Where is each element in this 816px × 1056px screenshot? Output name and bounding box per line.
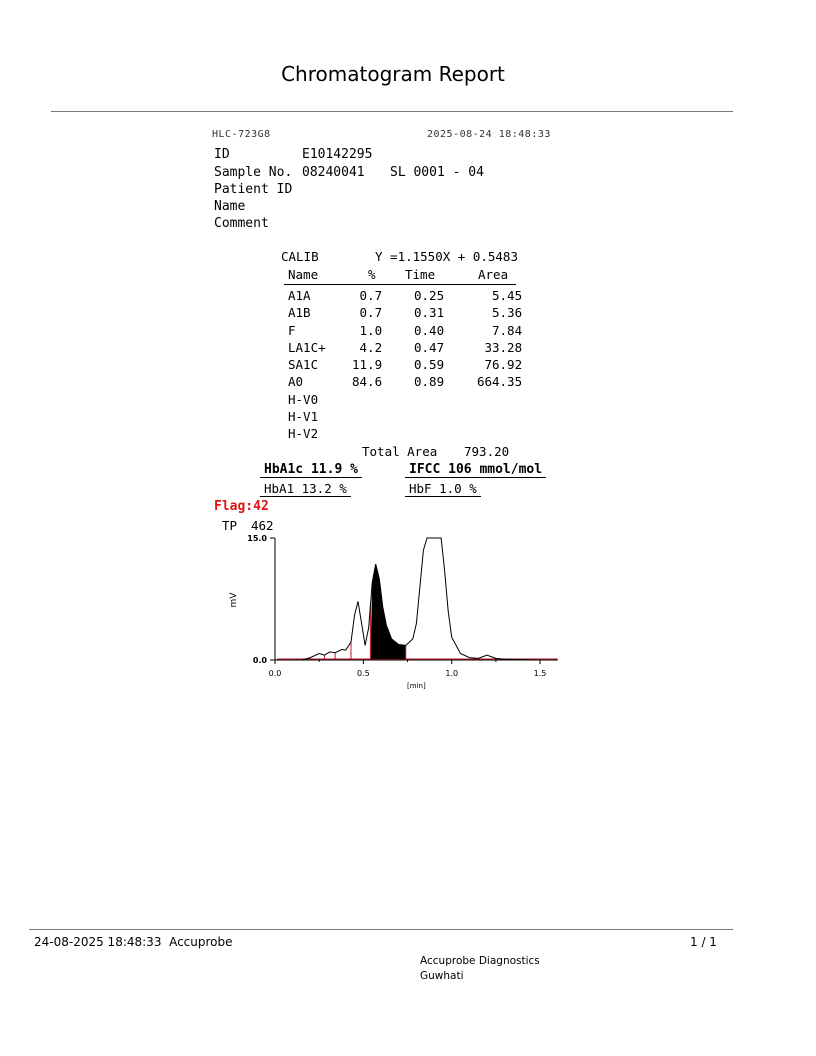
sample-label: Sample No.	[214, 165, 293, 180]
chromatogram-chart	[200, 528, 580, 693]
x-tick-label: 1.5	[533, 669, 547, 678]
table-row	[284, 304, 522, 321]
cell-area: 7.84	[492, 322, 523, 338]
table-row	[284, 339, 522, 356]
cell-area	[444, 425, 522, 442]
peak-table	[284, 287, 522, 443]
cell-percent: 84.6	[352, 374, 383, 390]
ifcc-result: IFCC 106 mmol/mol	[405, 462, 546, 478]
sample-value: 08240041	[302, 165, 365, 180]
header-name: Name	[288, 267, 319, 282]
header-percent: %	[368, 267, 376, 282]
cell-time	[382, 408, 444, 425]
page-title: Chromatogram Report	[281, 62, 505, 86]
cell-name: H-V2	[288, 426, 319, 442]
cell-percent: 4.2	[359, 339, 383, 355]
table-row	[284, 356, 522, 373]
page-number: 1 / 1	[690, 935, 717, 949]
cell-name: H-V0	[288, 391, 319, 407]
cell-percent: 0.7	[359, 288, 383, 303]
header-area: Area	[478, 267, 509, 282]
cell-percent	[352, 408, 382, 425]
x-tick-label: 0.5	[356, 669, 370, 678]
cell-area: 33.28	[484, 339, 523, 355]
cell-name: H-V1	[288, 409, 319, 425]
org-city: Guwhati	[420, 970, 464, 982]
cell-time: 0.47	[414, 339, 445, 355]
name-label: Name	[214, 199, 246, 214]
x-axis-label: [min]	[407, 682, 426, 690]
table-row	[284, 425, 522, 442]
tp-value: 462	[251, 518, 274, 533]
bottom-divider	[29, 929, 733, 930]
chromatogram-trace	[275, 538, 540, 660]
cell-name: SA1C	[288, 357, 319, 373]
cell-name: A1B	[288, 305, 311, 321]
calib-equation: Y =1.1550X + 0.5483	[375, 249, 518, 264]
cell-area: 76.92	[484, 357, 523, 373]
cell-area	[444, 408, 522, 425]
total-area-label: Total Area	[362, 444, 438, 459]
y-axis-label: mV	[229, 592, 239, 608]
cell-time: 0.25	[414, 288, 445, 303]
hba1-result: HbA1 13.2 %	[260, 481, 351, 497]
table-row	[284, 391, 522, 408]
x-tick-label: 1.0	[445, 669, 459, 678]
cell-percent: 1.0	[359, 322, 383, 338]
cell-name: A1A	[288, 288, 311, 303]
cell-name: A0	[288, 374, 304, 390]
cell-percent	[352, 391, 382, 408]
flag-label: Flag:42	[214, 499, 269, 514]
y-tick-label: 15.0	[247, 534, 267, 543]
table-row	[284, 408, 522, 425]
x-tick-label: 0.0	[268, 669, 282, 678]
table-row	[284, 322, 522, 339]
org-name: Accuprobe Diagnostics	[420, 955, 540, 967]
cell-time: 0.40	[414, 322, 445, 338]
calib-label: CALIB	[281, 249, 319, 264]
cell-time	[382, 425, 444, 442]
cell-percent: 0.7	[359, 305, 383, 321]
cell-area	[444, 391, 522, 408]
tp-label: TP	[222, 518, 238, 533]
report-datetime: 2025-08-24 18:48:33	[427, 129, 551, 140]
cell-time: 0.89	[414, 374, 445, 390]
sl-value: SL 0001 - 04	[390, 165, 484, 180]
comment-label: Comment	[214, 216, 269, 231]
top-divider	[51, 111, 733, 112]
patient-id-label: Patient ID	[214, 182, 293, 197]
cell-percent: 11.9	[352, 357, 383, 373]
hbf-result: HbF 1.0 %	[405, 481, 481, 497]
cell-time	[382, 391, 444, 408]
id-label: ID	[214, 147, 230, 162]
cell-time: 0.59	[414, 357, 445, 373]
total-area-value: 793.20	[464, 444, 510, 459]
y-tick-label: 0.0	[252, 656, 267, 665]
hba1c-result: HbA1c 11.9 %	[260, 462, 362, 478]
cell-area: 5.45	[492, 288, 523, 303]
cell-area: 5.36	[492, 305, 523, 321]
header-time: Time	[405, 267, 436, 282]
table-row	[284, 287, 522, 304]
id-value: E10142295	[302, 147, 373, 162]
footer-timestamp: 24-08-2025 18:48:33 Accuprobe	[34, 935, 233, 949]
table-row	[284, 373, 522, 390]
cell-name: F	[288, 322, 296, 338]
cell-area: 664.35	[476, 374, 523, 390]
cell-percent	[352, 425, 382, 442]
cell-time: 0.31	[414, 305, 445, 321]
instrument-model: HLC-723G8	[212, 129, 271, 140]
peak-table-header	[284, 267, 516, 285]
cell-name: LA1C+	[288, 339, 326, 355]
